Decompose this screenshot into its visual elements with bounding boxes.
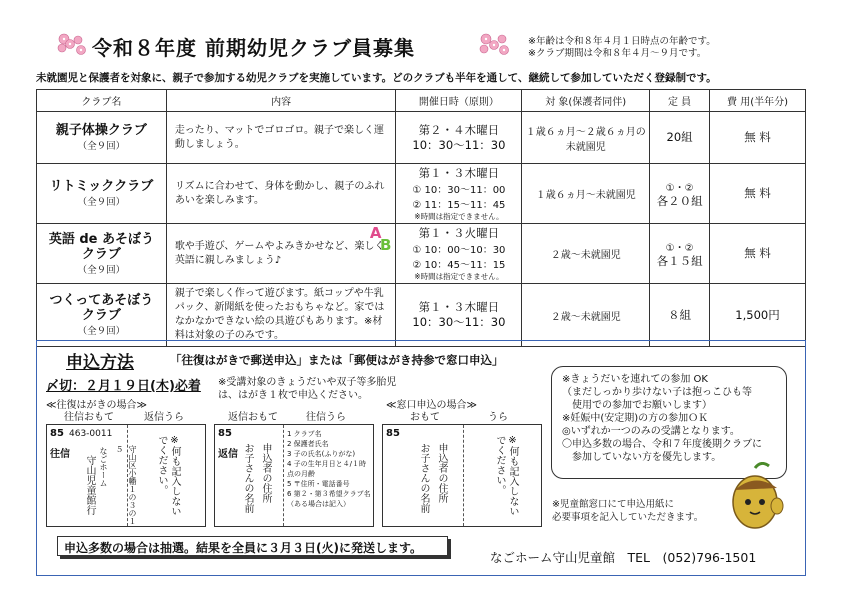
kiosk-note: ※児童館窓口にて申込用紙に 必要事項を記入していただきます。 bbox=[552, 499, 704, 523]
apply-ways: 「往復はがきで郵送申込」または「郵便はがき持参で窓口申込」 bbox=[170, 353, 504, 367]
lottery-note: 申込多数の場合は抽選。結果を全員に３月３日(火)に発送します。 bbox=[57, 536, 448, 556]
table-header: クラブ名 内容 開催日時（原則） 対 象(保護者同伴) 定 員 費 用(半年分) bbox=[37, 90, 806, 112]
notes: ※年齢は令和８年４月１日時点の年齢です。 ※クラブ期間は令和８年４月～９月です。 bbox=[528, 36, 716, 59]
apply-title: 申込方法 bbox=[66, 353, 134, 373]
table-row: リトミッククラブ （全９回） リズムに合わせて、身体を動かし、親子のふれあいを楽しみます。 第１・３木曜日 ① 10：30～11：00 ② 11：15～11：45 ※時間は指定できません。 １歳６ヵ月～未就園児 ①・② 各２０組 無 料 bbox=[37, 164, 806, 224]
postcard-reply: 85 463-0011 往信 守山区小幡１の３の１５ なごホーム 守山児童館 行 ※何も記入しないでください。 bbox=[46, 424, 206, 527]
sakura-icon bbox=[54, 30, 90, 58]
table-row: 英語 de あそぼう クラブ （全９回） 歌や手遊び、ゲームやよみきかせなど、楽しく英語に親しみましょう♪ A B 第１・３火曜日 ① 10：00～10：30 ② 10：45～11：15 ※時間は指定できません。 ２歳～未就園児 ①・② 各１５組 無 料 bbox=[37, 224, 806, 284]
deadline-note: ※受講対象のきょうだいや双子等多胎児は、はがき１枚で申込ください。 bbox=[218, 377, 397, 401]
letter-b-icon: B bbox=[380, 236, 392, 254]
mail-label: ≪往復はがきの場合≫ bbox=[46, 400, 147, 411]
deadline: 〆切：２月１９日(木)必着 bbox=[46, 379, 201, 394]
contact: なごホーム守山児童館 TEL (052)796-1501 bbox=[490, 550, 757, 565]
sakura-icon bbox=[476, 30, 512, 58]
table-row: つくってあそぼう クラブ （全９回） 親子で楽しく作って遊びます。紙コップや牛乳パック、新聞紙を使ったおもちゃなど。家ではなかなかできない絵の具遊びもあります。※材料は対象の子のみです。 第１・３木曜日 10：30～11：30 ２歳～未就園児 ８組 1,500円 bbox=[37, 284, 806, 347]
postcard-return: 85 返信 申込者の住所 お子さんの名前 1 クラブ名 2 保護者氏名 3 子の氏名(ふりがな) 4 子の生年月日と４/１時点の月齢 5 〒住所・電話番号 6 第２・第３希望クラブ名 （ある場合は記入） bbox=[214, 424, 374, 527]
form-list: 1 クラブ名 2 保護者氏名 3 子の氏名(ふりがな) 4 子の生年月日と４/１時点の月齢 5 〒住所・電話番号 6 第２・第３希望クラブ名 （ある場合は記入） bbox=[287, 430, 371, 508]
postcard-window: 85 申込者の住所 お子さんの名前 ※何も記入しないでください。 bbox=[382, 424, 542, 527]
club-table bbox=[36, 89, 806, 347]
window-label: ≪窓口申込の場合≫ bbox=[386, 400, 477, 411]
page-title: 令和８年度 前期幼児クラブ員募集 bbox=[92, 36, 415, 60]
info-bubble: ※きょうだいを連れての参加 OK （まだしっかり歩けない子は抱っこひも等 使用での参加でお願いします） ※妊娠中(安定期)の方の参加ＯＫ ◎いずれか一つのみの受講となります。 〇申込多数の場合、令和７年度後期クラブに 参加していない方を優先します。 bbox=[551, 366, 787, 479]
lead-text: 未就園児と保護者を対象に、親子で参加する幼児クラブを実施しています。どのクラブも半年を通して、継続して参加していただく登録制です。 bbox=[36, 72, 717, 84]
table-row: 親子体操クラブ （全９回） 走ったり、マットでゴロゴロ。親子で楽しく運動しましょう。 第２・４木曜日 10：30～11：30 １歳６ヵ月～２歳６ヵ月の未就園児 20組 無 料 bbox=[37, 112, 806, 164]
mascot-icon bbox=[725, 462, 791, 534]
letter-a-icon: A bbox=[369, 224, 382, 242]
